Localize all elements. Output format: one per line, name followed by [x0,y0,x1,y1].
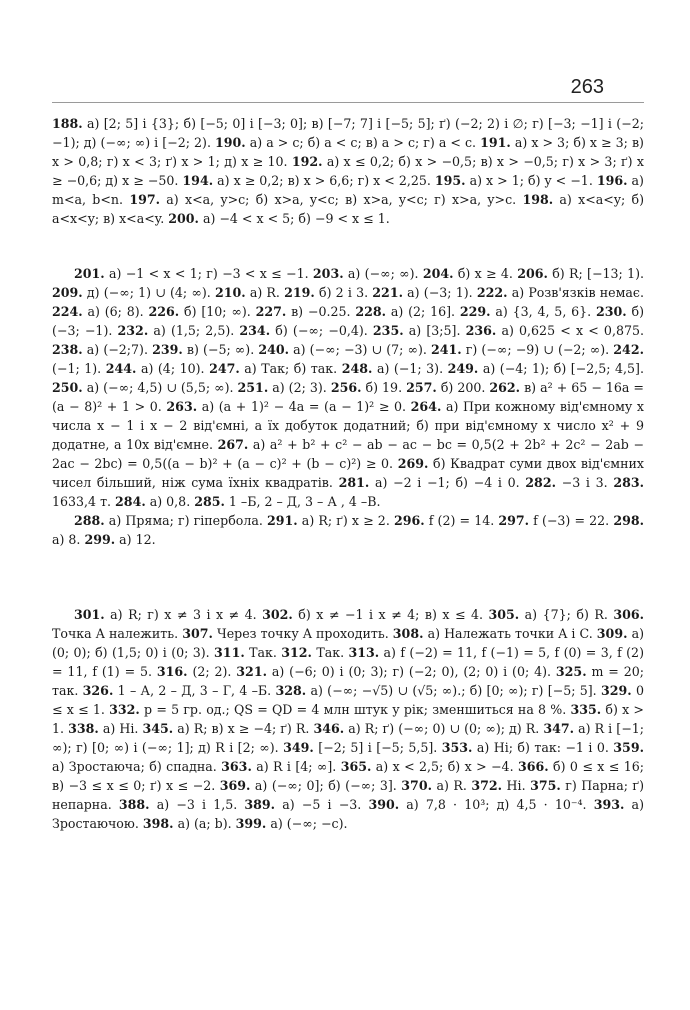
answer-text: а) 0,625 < x < 0,875. [496,323,644,338]
exercise-number: 390. [368,797,400,812]
exercise-number: 316. [156,664,188,679]
exercise-number: 349. [283,740,314,755]
answer-text: а) (−∞; 4,5) ∪ (5,5; ∞). [82,380,238,395]
exercise-number: 188. [52,116,83,131]
answer-text: в) (−5; ∞). [182,342,259,357]
exercise-number: 282. [525,475,556,490]
exercise-number: 203. [312,266,344,281]
exercise-number: 347. [543,721,575,736]
exercise-number: 311. [214,645,245,660]
page-number: 263 [570,76,604,98]
exercise-number: 291. [267,513,298,528]
exercise-number: 326. [82,683,114,698]
exercise-number: 191. [480,135,511,150]
answer-text: а) R. [431,778,472,793]
answer-text: 0 ≤ x ≤ 1. [52,683,644,717]
exercise-number: 328. [275,683,307,698]
answer-text: а) x ≥ 0,2; в) x > 6,6; г) x < 2,25. [213,173,435,188]
answers-301-399-block [52,605,644,833]
answer-text: а) R; ґ) (−∞; 0) ∪ (0; ∞); д) R. [344,721,544,736]
answer-text: Ні. [502,778,531,793]
answer-text: f (2) = 14. [424,513,499,528]
answer-text: а) −4 < x < 5; б) −9 < x ≤ 1. [198,211,390,226]
answer-text: Точка A належить. [52,626,183,641]
exercise-number: 312. [281,645,312,660]
exercise-number: 190. [215,135,246,150]
answer-text: а) x > 1; б) y < −1. [465,173,597,188]
exercise-number: 241. [430,342,462,357]
exercise-number: 299. [84,532,116,547]
answer-text: а) 7,8 · 10³; д) 4,5 · 10⁻⁴. [399,797,594,812]
answer-text: б) 0 ≤ x ≤ 16; в) −3 ≤ x ≤ 0; ґ) x ≤ −2. [52,759,644,793]
answer-text: а) Належать точки A і C. [423,626,597,641]
exercise-number: 198. [522,192,554,207]
answer-text: а) (−2;7). [82,342,153,357]
exercise-number: 288. [74,513,105,528]
answer-text: а) R; в) x ≥ −4; ґ) R. [173,721,314,736]
answers-201-285-block [52,264,644,549]
answer-text: а) f (−2) = 11, f (−1) = 5, f (0) = 3, f (2) = 11, f (1) = 5. [52,645,644,679]
answer-text: [−2; 5] і [−5; 5,5]. [313,740,442,755]
answer-text: а) Пряма; г) гіпербола. [104,513,267,528]
exercise-number: 308. [392,626,424,641]
answer-text: а) 8. [52,532,85,547]
exercise-number: 256. [330,380,362,395]
answer-text: б) x ≠ −1 і x ≠ 4; в) x ≤ 4. [292,607,489,622]
answer-text: а) {7}; б) R. [519,607,614,622]
answer-text: а) −1 < x < 1; г) −3 < x ≤ −1. [104,266,313,281]
exercise-number: 210. [214,285,246,300]
answer-text: а) (2; 3). [268,380,331,395]
exercise-number: 332. [109,702,140,717]
exercise-number: 365. [340,759,372,774]
exercise-number: 236. [465,323,497,338]
answer-text: а) (−4; 1); б) [−2,5; 4,5]. [478,361,644,376]
answer-text: а) 12. [115,532,156,547]
answer-text: а) (6; 8). [82,304,149,319]
answer-text: Так. [311,645,349,660]
answer-text: а) x > 3; б) x ≥ 3; в) x > 0,8; г) x < 3; ґ) x > 1; д) x ≥ 10. [52,135,644,169]
exercise-number: 329. [600,683,632,698]
exercise-number: 239. [152,342,183,357]
exercise-number: 238. [52,342,83,357]
exercise-number: 345. [142,721,174,736]
answer-text: а) (a; b). [173,816,236,831]
answer-text: б) (−3; −1). [52,304,645,338]
exercise-number: 335. [570,702,602,717]
answer-text: p = 5 гр. од.; QS = QD = 4 млн штук у рік; зменшиться на 8 %. [139,702,571,717]
exercise-number: 263. [166,399,198,414]
exercise-number: 247. [209,361,240,376]
answer-text: г) (−∞; −9) ∪ (−2; ∞). [461,342,614,357]
answer-text: а) (−∞; ∞). [343,266,423,281]
exercise-number: 228. [355,304,387,319]
answer-text: а) R; г) x ≠ 3 і x ≠ 4. [104,607,263,622]
exercise-number: 309. [596,626,628,641]
exercise-number: 398. [142,816,174,831]
exercise-number: 206. [517,266,548,281]
answer-text: а) (1,5; 2,5). [148,323,240,338]
exercise-number: 370. [401,778,432,793]
answer-text: б) Квадрат суми двох від'ємних чисел більший, ніж сума їхніх квадратів. [52,456,644,490]
answer-text: а) R і [4; ∞]. [251,759,341,774]
answer-text: а) (2; 16]. [386,304,460,319]
exercise-number: 393. [593,797,625,812]
answer-text: б) 2 і 3. [314,285,373,300]
exercise-number: 298. [613,513,644,528]
answer-text: а) (−6; 0) і (0; 3); г) (−2; 0), (2; 0) і (0; 4). [266,664,556,679]
exercise-number: 194. [182,173,214,188]
answer-text: а) (a + 1)² − 4a = (a − 1)² ≥ 0. [197,399,411,414]
answer-text: а) R. [245,285,285,300]
exercise-number: 305. [488,607,520,622]
exercise-number: 251. [237,380,269,395]
exercise-number: 363. [221,759,252,774]
exercise-number: 226. [148,304,180,319]
answer-text: −3 і 3. [555,475,614,490]
answer-text: а) Так; б) так. [239,361,342,376]
exercise-number: 353. [441,740,473,755]
answer-text: б) R; [−13; 1). [547,266,645,281]
exercise-number: 248. [341,361,373,376]
answer-text: а) x<a<y; б) a<x<y; в) x<a<y. [52,192,644,226]
exercise-number: 369. [219,778,251,793]
exercise-number: 307. [182,626,213,641]
answer-text: г) Парна; ґ) непарна. [52,778,645,812]
answer-paragraph [52,605,644,833]
exercise-number: 249. [447,361,479,376]
answer-text: а) (0; 0); б) (1,5; 0) і (0; 3). [52,626,644,660]
answer-text: а) −2 і −1; б) −4 і 0. [369,475,526,490]
answer-text: д) (−∞; 1) ∪ (4; ∞). [82,285,215,300]
exercise-number: 257. [406,380,437,395]
exercise-number: 296. [393,513,425,528]
answer-text: б) x ≥ 4. [453,266,518,281]
exercise-number: 321. [236,664,267,679]
answer-text: а) [3;5]. [403,323,466,338]
exercise-number: 366. [517,759,549,774]
answer-text: а) a > c; б) a < c; в) a > c; г) a < c. [245,135,481,150]
exercise-number: 359. [613,740,644,755]
answer-paragraph [52,264,644,511]
answer-text: в) a² + 65 − 16a = (a − 8)² + 1 > 0. [52,380,644,414]
answer-text: а) Ні; б) так: −1 і 0. [472,740,614,755]
exercise-number: 196. [596,173,628,188]
exercise-number: 230. [596,304,627,319]
answer-text: б) 200. [436,380,490,395]
answer-text: а) (−∞; −√5) ∪ (√5; ∞).; б) [0; ∞); г) [−5; 5]. [306,683,601,698]
answer-text: а) m<a, b<n. [52,173,644,207]
exercise-number: 192. [291,154,323,169]
answer-text: а) x < 2,5; б) x > −4. [371,759,518,774]
answer-text: б) 19. [361,380,407,395]
answer-text: а) (−∞; −3) ∪ (7; ∞). [289,342,431,357]
exercise-number: 209. [52,285,83,300]
answer-text: а) R і [−1; ∞); г) [0; ∞) і (−∞; 1]; д) R і [2; ∞). [52,721,644,755]
answer-text: Так. [244,645,282,660]
answer-text: а) {3, 4, 5, 6}. [490,304,596,319]
exercise-number: 281. [338,475,370,490]
answer-text: f (−3) = 22. [529,513,614,528]
answer-text: 1 – А, 2 – Д, 3 – Г, 4 –Б. [113,683,276,698]
exercise-number: 297. [498,513,530,528]
answer-text: а) (4; 10). [136,361,210,376]
exercise-number: 240. [258,342,290,357]
answers-column [52,114,644,833]
answer-text: а) Зростаюча; б) спадна. [52,759,222,774]
exercise-number: 372. [471,778,503,793]
answer-text: а) a² + b² + c² − ab − ac − bc = 0,5(2 + 2b² + 2c² − 2ab − 2ac − 2bc) = 0,5((a − b)² + (a − c)² + (b − c)²) ≥ 0. [52,437,644,471]
exercise-number: 244. [105,361,137,376]
exercise-number: 375. [530,778,561,793]
exercise-number: 200. [168,211,199,226]
exercise-number: 227. [255,304,287,319]
exercise-number: 197. [129,192,160,207]
exercise-number: 388. [118,797,150,812]
answer-paragraph [52,114,644,228]
exercise-number: 224. [52,304,83,319]
answer-text: а) −3 і 1,5. [149,797,245,812]
exercise-number: 264. [410,399,442,414]
exercise-number: 283. [613,475,644,490]
exercise-number: 229. [459,304,491,319]
answer-text: Через точку A проходить. [212,626,393,641]
answer-text: а) Розв'язків немає. [507,285,644,300]
exercise-number: 302. [262,607,293,622]
exercise-number: 250. [52,380,83,395]
exercise-number: 306. [613,607,645,622]
exercise-number: 242. [613,342,644,357]
exercise-number: 313. [348,645,380,660]
answer-text: а) R; ґ) x ≥ 2. [297,513,394,528]
answer-text: а) При кожному від'ємному x числа x − 1 і x − 2 від'ємні, а їх добуток додатний; б) при від'ємному x число x² + 9 додатне, а 10x від'ємне. [52,399,644,452]
answer-text: m = 20; так. [52,664,644,698]
answer-text: а) −5 і −3. [275,797,369,812]
answer-text: а) [2; 5] і {3}; б) [−5; 0] і [−3; 0]; в) [−7; 7] і [−5; 5]; ґ) (−2; 2) і ∅; г) [−3; −1] і (−2; −1); д) (−∞; ∞) і [−2; 2). [52,116,644,150]
answer-text: в) −0.25. [286,304,356,319]
exercise-number: 269. [397,456,429,471]
answer-text: б) x > 1. [52,702,644,736]
exercise-number: 232. [117,323,149,338]
exercise-number: 195. [434,173,466,188]
answer-text: б) (−∞; −0,4). [270,323,373,338]
answer-text: а) (−3; 1). [402,285,477,300]
answer-text: а) (−∞; 0]; б) (−∞; 3]. [250,778,402,793]
exercise-number: 325. [555,664,587,679]
answer-text: 1633,4 т. [52,494,116,509]
answer-text: а) x ≤ 0,2; б) x > −0,5; в) x > −0,5; г) x > 3; ґ) x ≥ −0,6; д) x ≥ −50. [52,154,644,188]
exercise-number: 399. [235,816,267,831]
answer-text: (2; 2). [187,664,237,679]
exercise-number: 267. [217,437,249,452]
exercise-number: 204. [422,266,454,281]
answer-text: а) Зростаючою. [52,797,644,831]
answer-text: а) 0,8. [145,494,195,509]
exercise-number: 389. [244,797,276,812]
exercise-number: 234. [239,323,271,338]
exercise-number: 219. [284,285,315,300]
answer-text: а) (−∞; −c). [266,816,348,831]
exercise-number: 285. [194,494,225,509]
answers-188-200-block [52,114,644,228]
header-rule [52,102,644,103]
exercise-number: 262. [489,380,521,395]
answer-text: 1 –Б, 2 – Д, 3 – А , 4 –В. [224,494,381,509]
exercise-number: 201. [74,266,105,281]
exercise-number: 346. [313,721,345,736]
answer-text: а) (−1; 3). [372,361,448,376]
exercise-number: 338. [68,721,99,736]
answer-text: б) [10; ∞). [179,304,256,319]
exercise-number: 301. [74,607,105,622]
exercise-number: 284. [115,494,146,509]
exercise-number: 222. [476,285,508,300]
answer-text: а) x<a, y>c; б) x>a, y<c; в) x>a, y<c; г) x>a, y>c. [160,192,523,207]
answer-text: (−1; 1). [52,361,106,376]
exercise-number: 221. [372,285,403,300]
answer-text: а) Ні. [98,721,143,736]
answer-paragraph [52,511,644,549]
exercise-number: 235. [372,323,404,338]
